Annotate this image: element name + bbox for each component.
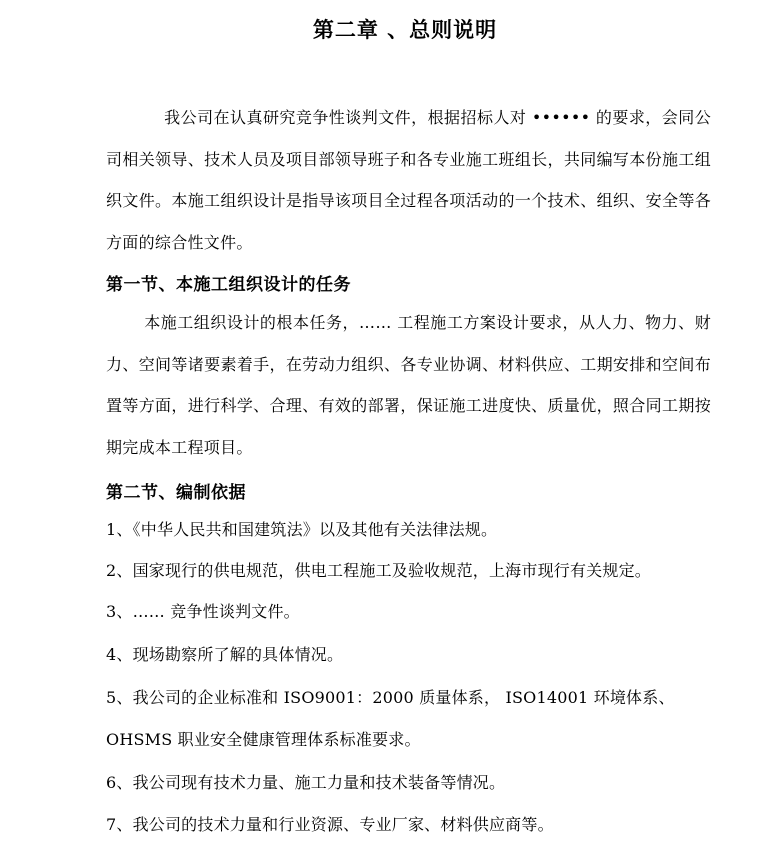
list-item: 1、《中华人民共和国建筑法》以及其他有关法律法规。 (106, 520, 498, 539)
section1-paragraph (106, 302, 711, 468)
intro-text: 我公司在认真研究竞争性谈判文件，根据招标人对 •••••• 的要求，会同公司相关领导、技术人员及项目部领导班子和各专业施工班组长，共同编写本份施工组织文件。本施工组织设计是指导该项目全过程各项活动的一个技术、组织、安全等各方面的综合性文件。 (106, 108, 711, 252)
chapter-title: 第二章 、总则说明 (312, 18, 498, 42)
section2-heading: 第二节、编制依据 (106, 483, 246, 503)
list-item: 2、国家现行的供电规范，供电工程施工及验收规范，上海市现行有关规定。 (106, 561, 651, 580)
intro-paragraph (106, 97, 711, 263)
section1-text: 本施工组织设计的根本任务，…… 工程施工方案设计要求，从人力、物力、财力、空间等诸要素着手，在劳动力组织、各专业协调、材料供应、工期安排和空间布置等方面，进行科学、合理、有效的部署，保证施工进度快、质量优，照合同工期按期完成本工程项目。 (106, 313, 711, 457)
list-item: 7、我公司的技术力量和行业资源、专业厂家、材料供应商等。 (106, 815, 554, 834)
list-item: 6、我公司现有技术力量、施工力量和技术装备等情况。 (106, 773, 506, 792)
list-item: 3、…… 竞争性谈判文件。 (106, 602, 300, 621)
list-item: 5、我公司的企业标准和 ISO9001：2000 质量体系， ISO14001 环境体系、OHSMS 职业安全健康管理体系标准要求。 (106, 688, 675, 749)
list-item: 4、现场勘察所了解的具体情况。 (106, 645, 344, 664)
section1-heading: 第一节、本施工组织设计的任务 (106, 275, 351, 295)
